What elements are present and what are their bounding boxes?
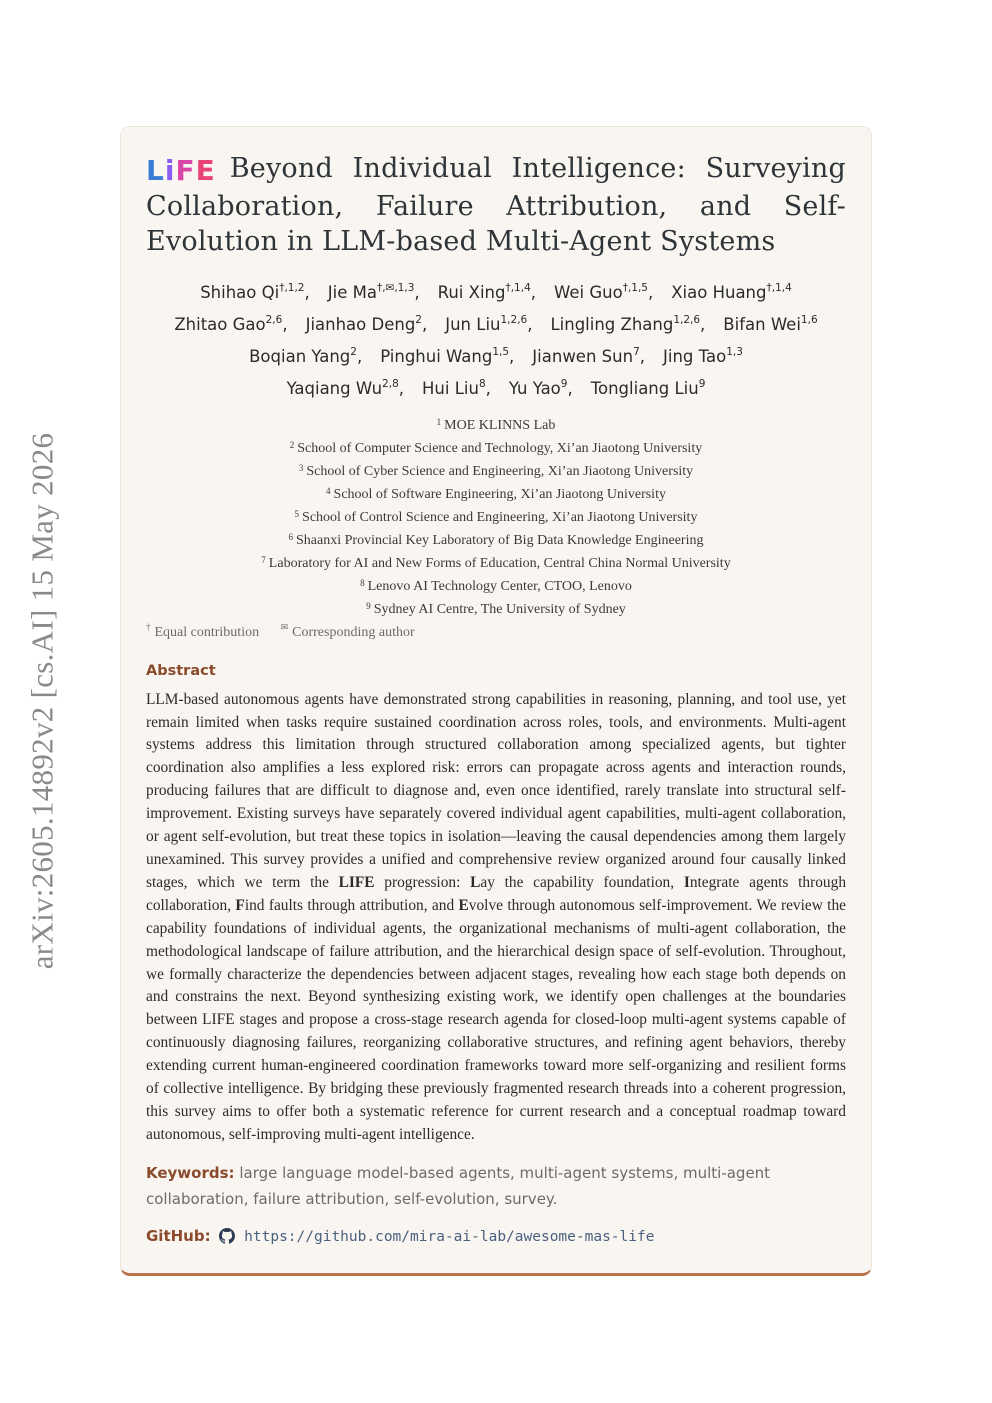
abstract-body: LLM-based autonomous agents have demonstrated strong capabilities in reasoning, planning, and tool use, yet remain limited when tasks require sustained coordination across roles, tools, and environments. Multi-agent systems address this limitation through structured collaboration among specialized agents, but tighter coordination also amplifies a less explored risk: errors can propagate across agents and interaction rounds, producing failures that are difficult to diagnose and, even once identified, rarely translate into structural self-improvement. Existing surveys have separately covered individual agent capabilities, multi-agent collaboration, or agent self-evolution, but treat these topics in isolation—leaving the causal dependencies among them largely unexamined. This survey provides a unified and comprehensive review organized around four causally linked stages, which we term the LIFE progression: Lay the capability foundation, Integrate agents through collaboration, Find faults through attribution, and Evolve through autonomous self-improvement. We review the capability foundations of individual agents, the organizational mechanisms of multi-agent collaboration, the methodological landscape of failure attribution, and the hierarchical design space of self-evolution. Throughout, we formally characterize the dependencies between adjacent stages, revealing how each stage both depends on and constrains the next. Beyond synthesizing existing work, we identify open challenges at the boundaries between LIFE stages and propose a cross-stage research agenda for closed-loop multi-agent systems capable of continuously diagnosing failures, reorganizing collaborative structures, and refining agent behaviors, thereby extending current human-engineered coordination frameworks toward more self-organizing and resilient forms of collective intelligence. By bridging these previously fragmented research threads into a coherent progression, this survey aims to offer both a systematic reference for current research and a conceptual roadmap toward autonomous, self-improving multi-agent intelligence. — [146, 690, 847, 1143]
author-name: Yu Yao$^9$, — [508, 378, 573, 398]
life-emphasis: E — [458, 896, 469, 914]
author-name: Yaqiang Wu$^{2,8}$, — [286, 378, 404, 398]
author-list — [146, 277, 846, 405]
author-name: Shihao $Qi^{\dagger,1,2}$, — [200, 282, 310, 302]
title-text: Beyond Individual Intelligence: Surveying Collaboration, Failure Attribution, and Self-Evolution in LLM-based Multi-Agent Systems — [146, 153, 846, 257]
github-label: GitHub: — [146, 1226, 211, 1245]
keywords-text: large language model-based agents, multi-agent systems, multi-agent collaboration, failure attribution, self-evolution, survey. — [146, 1163, 771, 1208]
affiliation-list — [146, 411, 846, 618]
author-name: Jianwen Sun$^7$, — [532, 346, 645, 366]
envelope-icon: ✉ — [280, 622, 289, 632]
author-notes — [146, 622, 846, 641]
equal-contribution-note: † Equal contribution — [146, 622, 260, 640]
abstract-heading: Abstract — [146, 662, 216, 679]
logo-letter: F — [175, 154, 196, 187]
github-section — [146, 1224, 846, 1251]
author-name: Pinghui Wang$^{1,5}$, — [380, 346, 515, 366]
author-name: Jun Liu$^{1,2,6}$, — [445, 314, 533, 334]
author-name: Jianhao Deng$^2$, — [305, 314, 428, 334]
life-emphasis: LIFE — [338, 873, 375, 891]
author-line — [146, 341, 846, 373]
author-line — [146, 277, 846, 309]
keywords-label: Keywords: — [146, 1163, 235, 1182]
author-name: Hui Liu$^8$, — [422, 378, 491, 398]
life-emphasis: I — [683, 873, 690, 891]
affiliation: $^5$ School of Control Science and Engineering, Xi’an Jiaotong University — [294, 509, 698, 525]
author-name: Wei Guo$^{\dagger,1,5}$, — [554, 282, 654, 302]
arxiv-identifier — [12, 410, 72, 992]
paper-card — [120, 126, 872, 1276]
affiliation: $^4$ School of Software Engineering, Xi’an Jiaotong University — [326, 486, 666, 502]
author-name: Xiao Huang$^{\dagger,1,4}$ — [671, 282, 792, 302]
paper-title — [146, 151, 846, 259]
affiliation: $^8$ Lenovo AI Technology Center, CTOO, Lenovo — [360, 578, 632, 594]
author-name: Tongliang Liu$^9$ — [590, 378, 706, 398]
logo-letter: i — [164, 154, 176, 187]
author-name: Bifan Wei$^{1,6}$ — [723, 314, 818, 334]
corresponding-author-note: ✉ Corresponding author — [280, 622, 415, 640]
author-name: Lingling Zhang$^{1,2,6}$, — [550, 314, 706, 334]
affiliation: $^2$ School of Computer Science and Technology, Xi’an Jiaotong University — [289, 440, 703, 456]
author-line — [146, 373, 846, 405]
github-icon — [219, 1227, 235, 1251]
author-name: Boqian Yang$^2$, — [249, 346, 363, 366]
affiliation: $^6$ Shaanxi Provincial Key Laboratory of Big Data Knowledge Engineering — [288, 532, 704, 548]
author-line — [146, 309, 846, 341]
affiliation: $^3$ School of Cyber Science and Engineering, Xi’an Jiaotong University — [298, 463, 694, 479]
keywords-section — [146, 1160, 846, 1212]
arxiv-id-text: arXiv:2605.14892v2 [cs.AI] 15 May 2026 — [24, 432, 60, 970]
life-emphasis: F — [235, 896, 245, 914]
logo-letter: L — [146, 154, 165, 187]
affiliation: $^1$ MOE KLINNS Lab — [436, 417, 556, 433]
author-name: Rui Xing$^{\dagger,1,4}$, — [437, 282, 537, 302]
affiliation: $^9$ Sydney AI Centre, The University of Sydney — [366, 601, 626, 617]
github-link[interactable]: https://github.com/mira-ai-lab/awesome-mas-life — [244, 1228, 655, 1245]
author-name: Jing Tao$^{1,3}$ — [663, 346, 743, 366]
author-name: Jie $Ma^{\dagger,✉,1,3}$, — [327, 282, 420, 302]
affiliation: $^7$ Laboratory for AI and New Forms of Education, Central China Normal University — [261, 555, 731, 571]
life-emphasis: L — [470, 873, 481, 891]
life-logo-icon — [146, 153, 216, 189]
author-name: Zhitao Gao$^{2,6}$, — [174, 314, 288, 334]
logo-letter: E — [195, 154, 216, 187]
